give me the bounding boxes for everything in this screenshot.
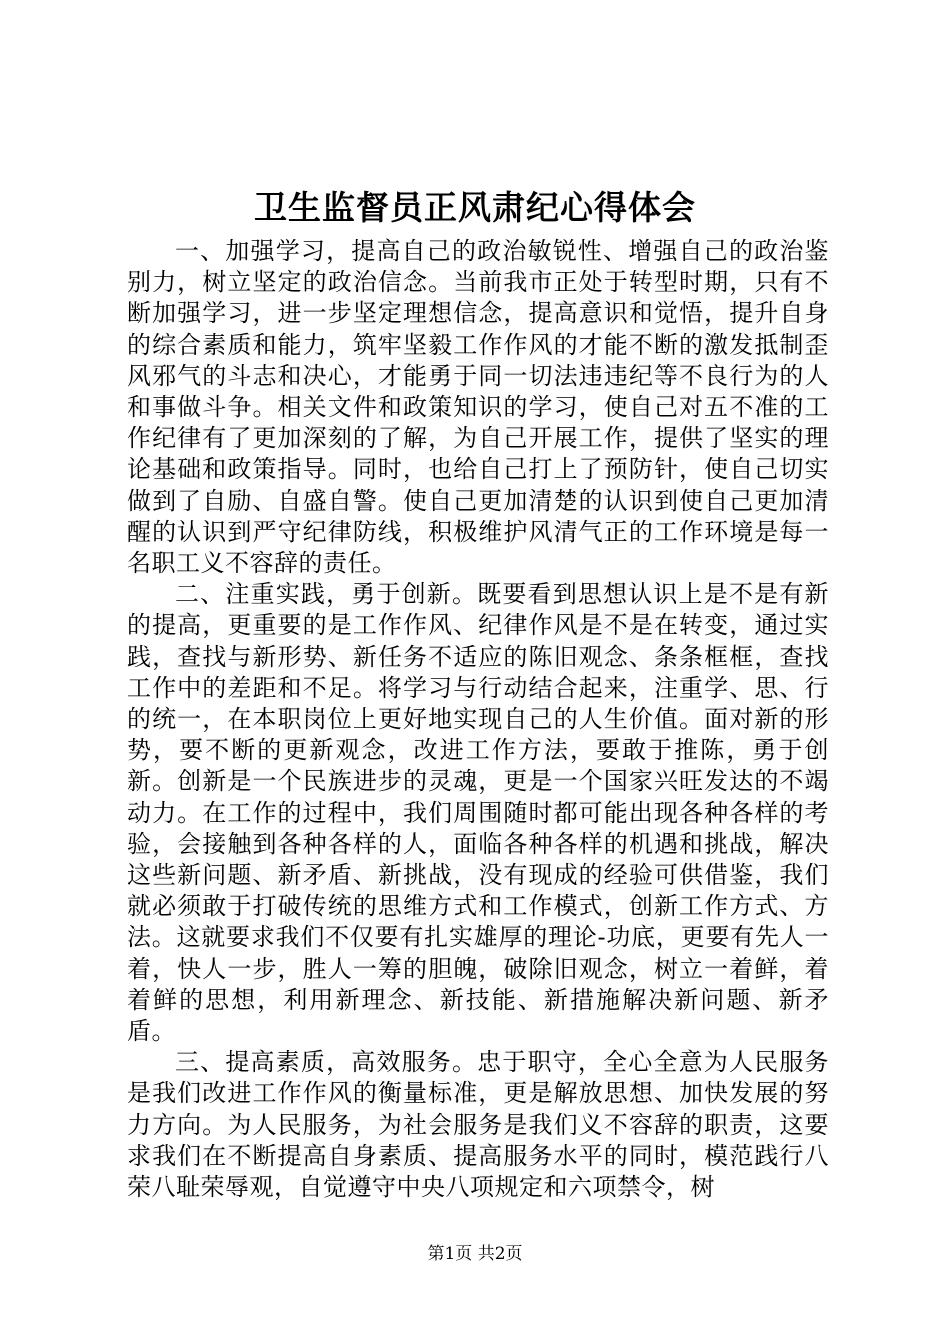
document-body	[127, 236, 829, 1203]
paragraph-3: 三、提高素质，高效服务。忠于职守，全心全意为人民服务是我们改进工作作风的衡量标准，更是解放思想、加快发展的努力方向。为人民服务，为社会服务是我们义不容辞的职责，这要求我们在不断提高自身素质、提高服务水平的同时，模范践行八荣八耻荣辱观，自觉遵守中央八项规定和六项禁令，树	[127, 1048, 829, 1202]
page-footer: 第1页 共2页	[427, 1244, 523, 1264]
document-title: 卫生监督员正风肃纪心得体会	[254, 188, 696, 227]
paragraph-2: 二、注重实践，勇于创新。既要看到思想认识上是不是有新的提高，更重要的是工作作风、纪律作风是不是在转变，通过实践，查找与新形势、新任务不适应的陈旧观念、条条框框，查找工作中的差距和不足。将学习与行动结合起来，注重学、思、行的统一，在本职岗位上更好地实现自己的人生价值。面对新的形势，要不断的更新观念，改进工作方法，要敢于推陈，勇于创新。创新是一个民族进步的灵魂，更是一个国家兴旺发达的不竭动力。在工作的过程中，我们周围随时都可能出现各种各样的考验，会接触到各种各样的人，面临各种各样的机遇和挑战，解决这些新问题、新矛盾、新挑战，没有现成的经验可供借鉴，我们就必须敢于打破传统的思维方式和工作模式，创新工作方式、方法。这就要求我们不仅要有扎实雄厚的理论-功底，更要有先人一着，快人一步，胜人一筹的胆魄，破除旧观念，树立一着鲜，着着鲜的思想，利用新理念、新技能、新措施解决新问题、新矛盾。	[127, 580, 829, 1046]
paragraph-1: 一、加强学习，提高自己的政治敏锐性、增强自己的政治鉴别力，树立坚定的政治信念。当前我市正处于转型时期，只有不断加强学习，进一步坚定理想信念，提高意识和觉悟，提升自身的综合素质和能力，筑牢坚毅工作作风的才能不断的激发抵制歪风邪气的斗志和决心，才能勇于同一切法违违纪等不良行为的人和事做斗争。相关文件和政策知识的学习，使自己对五不准的工作纪律有了更加深刻的了解，为自己开展工作，提供了坚实的理论基础和政策指导。同时，也给自己打上了预防针，使自己切实做到了自励、自盛自警。使自己更加清楚的认识到使自己更加清醒的认识到严守纪律防线，积极维护风清气正的工作环境是每一名职工义不容辞的责任。	[127, 237, 829, 578]
